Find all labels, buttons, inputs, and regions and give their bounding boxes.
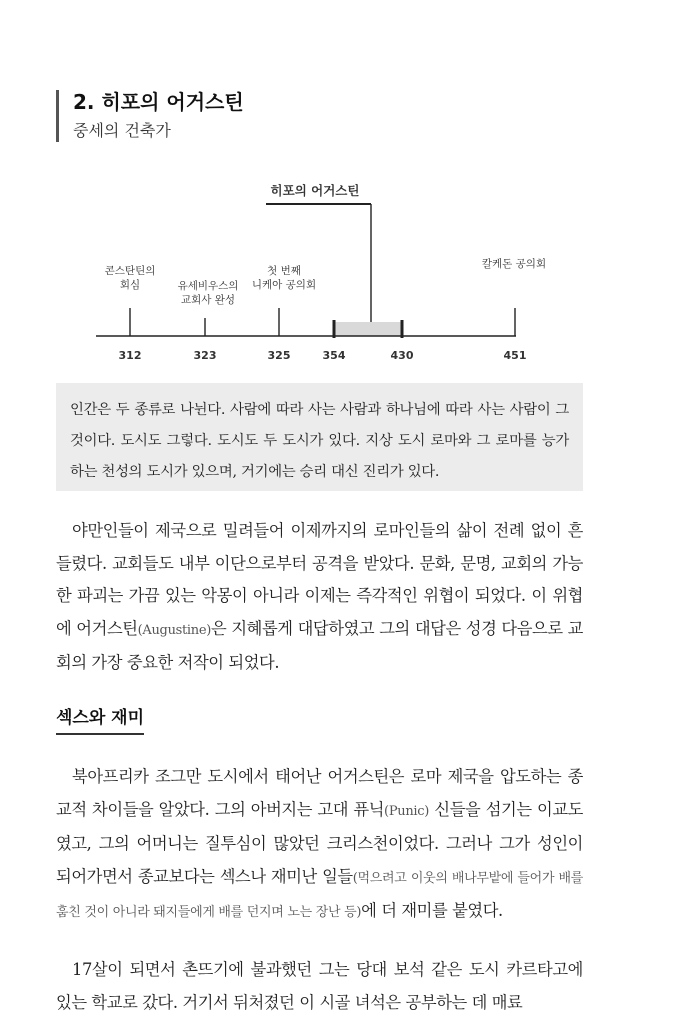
paragraph1-latin: (Augustine) (137, 622, 212, 638)
body-paragraph-3 (56, 954, 583, 1019)
chapter-subtitle: 중세의 건축가 (73, 121, 171, 140)
chapter-title: 2. 히포의 어거스틴 (73, 90, 244, 114)
body-paragraph-1 (56, 515, 583, 680)
timeline-year-323: 323 (193, 349, 217, 362)
timeline-event-312-line1: 콘스탄틴의 (104, 265, 156, 277)
paragraph2-text-before: 북아프리카 조그만 도시에서 태어난 어거스틴은 로마 제국을 압도하는 종교적 차이들을 알았다. 그의 아버지는 고대 퓨닉 (56, 767, 583, 819)
timeline-event-323-line1: 유세비우스의 (177, 280, 239, 292)
timeline-year-354: 354 (322, 349, 346, 362)
paragraph1-text-after: 은 지혜롭게 대답하였고 그의 대답은 성경 다음으로 교회의 가장 중요한 저작이 되었다. (56, 618, 583, 672)
timeline-event-325-line1: 첫 번째 (267, 265, 301, 277)
timeline-year-430: 430 (390, 349, 414, 362)
timeline-event-451-line1: 칼케돈 공의회 (481, 258, 547, 270)
timeline-year-325: 325 (267, 349, 291, 362)
timeline-year-451: 451 (503, 349, 527, 362)
paragraph1-text-before: 야만인들이 제국으로 밀려들어 이제까지의 로마인들의 삶이 전례 없이 흔들렸다. 교회들도 내부 이단으로부터 공격을 받았다. 문화, 문명, 교회의 가능한 파괴는 가끔 있는 악몽이 아니라 이제는 즉각적인 위협이 되었다. 이 위협에 어거스틴 (56, 521, 583, 638)
quote-text: 인간은 두 종류로 나뉜다. 사람에 따라 사는 사람과 하나님에 따라 사는 사람이 그것이다. 도시도 그렇다. 도시도 두 도시가 있다. 지상 도시 로마와 그 로마를 능가하는 천성의 도시가 있으며, 거기에는 승리 대신 진리가 있다. (70, 402, 569, 480)
timeline-event-323-line2: 교회사 완성 (180, 294, 236, 306)
paragraph2-aside: (먹으려고 이웃의 배나무밭에 들어가 배를 훔친 것이 아니라 돼지들에게 배를 던지며 노는 장난 등) (56, 870, 583, 920)
paragraph2-text-after: 에 더 재미를 붙였다. (361, 901, 503, 920)
timeline-event-325-line2: 니케아 공의회 (251, 279, 317, 291)
paragraph2-text-middle: 신들을 섬기는 이교도였고, 그의 어머니는 질투심이 많았던 크리스천이었다. 그러나 그가 성인이 되어가면서 종교보다는 섹스나 재미난 일들 (56, 799, 584, 886)
timeline-figure (0, 170, 700, 380)
section-heading: 섹스와 재미 (56, 703, 144, 735)
timeline-lifespan-box (334, 322, 402, 336)
body-paragraph-2 (56, 761, 583, 930)
timeline-year-312: 312 (118, 349, 142, 362)
quote-box (56, 383, 583, 491)
chapter-heading (56, 90, 244, 142)
timeline-svg (0, 170, 700, 380)
paragraph2-punic: (Punic) (384, 803, 430, 819)
timeline-event-312-line2: 회심 (119, 279, 141, 291)
paragraph3-text: 17살이 되면서 촌뜨기에 불과했던 그는 당대 보석 같은 도시 카르타고에 있는 학교로 갔다. 거기서 뒤처졌던 이 시골 녀석은 공부하는 데 매료 (56, 960, 583, 1012)
timeline-highlight-label: 히포의 어거스틴 (270, 183, 360, 198)
